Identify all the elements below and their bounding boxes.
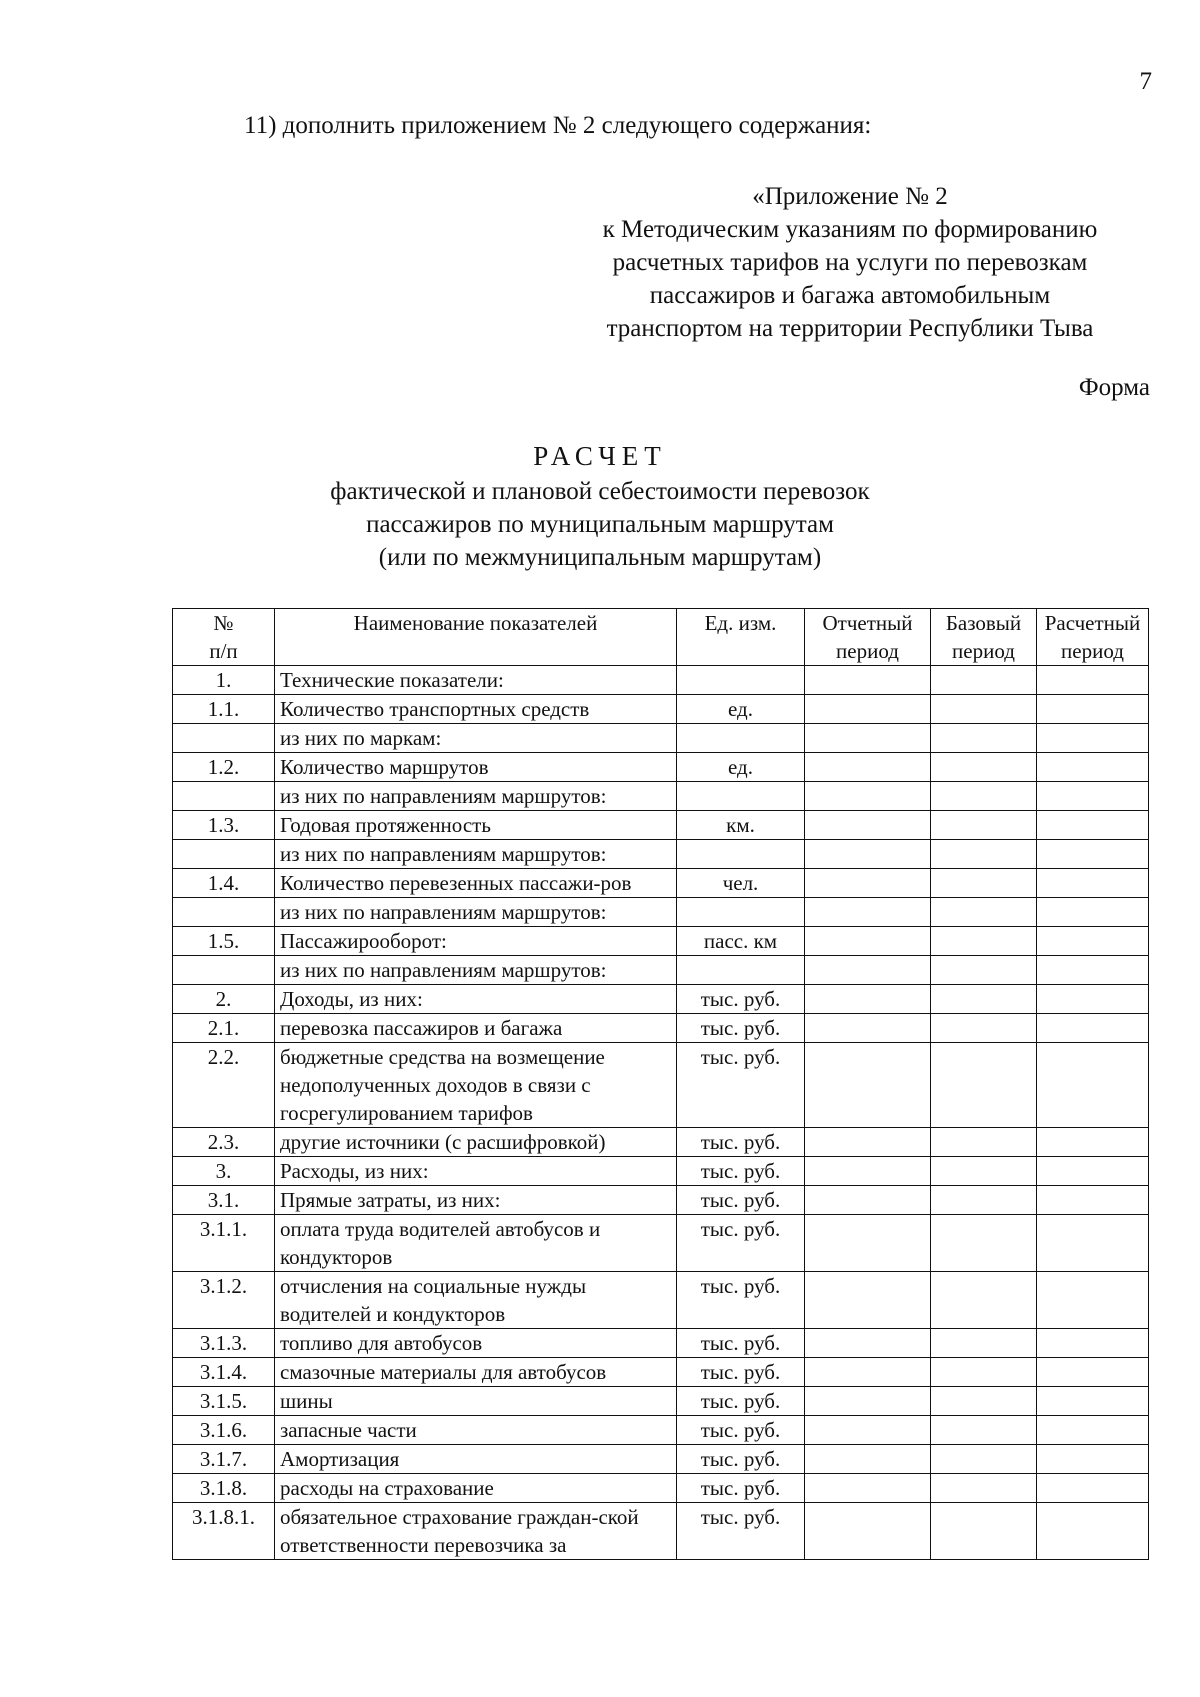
heading-line: (или по межмуниципальным маршрутам) — [378, 544, 822, 571]
row-base-value — [931, 1128, 1037, 1157]
row-calculated-value — [1037, 1329, 1149, 1358]
row-unit: тыс. руб. — [677, 985, 805, 1014]
header-text: период — [836, 639, 899, 663]
row-base-value — [931, 1014, 1037, 1043]
row-base-value — [931, 1503, 1037, 1560]
appendix-note — [550, 180, 1150, 345]
row-unit: км. — [677, 811, 805, 840]
row-reporting-value — [805, 985, 931, 1014]
row-number: 3.1.8. — [173, 1474, 275, 1503]
row-reporting-value — [805, 695, 931, 724]
row-unit: тыс. руб. — [677, 1186, 805, 1215]
row-base-value — [931, 1416, 1037, 1445]
row-calculated-value — [1037, 898, 1149, 927]
row-unit: ед. — [677, 695, 805, 724]
row-number: 3. — [173, 1157, 275, 1186]
row-base-value — [931, 840, 1037, 869]
row-calculated-value — [1037, 869, 1149, 898]
table-header-row — [173, 609, 1149, 666]
row-indicator-name: расходы на страхование — [275, 1474, 677, 1503]
row-base-value — [931, 985, 1037, 1014]
table-row — [173, 840, 1149, 869]
row-reporting-value — [805, 1272, 931, 1329]
table-row — [173, 1503, 1149, 1560]
row-number — [173, 898, 275, 927]
appendix-line: пассажиров и багажа автомобильным — [649, 282, 1051, 309]
row-unit — [677, 956, 805, 985]
row-base-value — [931, 753, 1037, 782]
row-indicator-name: смазочные материалы для автобусов — [275, 1358, 677, 1387]
row-unit: тыс. руб. — [677, 1387, 805, 1416]
row-reporting-value — [805, 1043, 931, 1128]
row-base-value — [931, 811, 1037, 840]
row-base-value — [931, 1329, 1037, 1358]
row-base-value — [931, 666, 1037, 695]
header-text: Отчетный — [822, 611, 913, 635]
table-row — [173, 1358, 1149, 1387]
row-number — [173, 782, 275, 811]
header-text: п/п — [209, 639, 238, 663]
row-calculated-value — [1037, 1186, 1149, 1215]
header-text: Базовый — [945, 611, 1022, 635]
row-calculated-value — [1037, 1503, 1149, 1560]
row-indicator-name: отчисления на социальные нужды водителей и кондукторов — [275, 1272, 677, 1329]
row-number: 3.1.8.1. — [173, 1503, 275, 1560]
table-row — [173, 1387, 1149, 1416]
row-base-value — [931, 1445, 1037, 1474]
row-calculated-value — [1037, 985, 1149, 1014]
row-calculated-value — [1037, 1387, 1149, 1416]
row-number: 3.1.1. — [173, 1215, 275, 1272]
row-indicator-name: бюджетные средства на возмещение недополученных доходов в связи с госрегулированием тарифов — [275, 1043, 677, 1128]
row-number: 2.1. — [173, 1014, 275, 1043]
row-unit — [677, 666, 805, 695]
table-row — [173, 1272, 1149, 1329]
row-indicator-name: другие источники (с расшифровкой) — [275, 1128, 677, 1157]
row-indicator-name: обязательное страхование граждан-ской ответственности перевозчика за — [275, 1503, 677, 1560]
table-row — [173, 1157, 1149, 1186]
appendix-line: транспортом на территории Республики Тыва — [606, 315, 1094, 342]
row-number — [173, 956, 275, 985]
table-row — [173, 1215, 1149, 1272]
header-reporting-period — [805, 609, 931, 666]
row-indicator-name: Амортизация — [275, 1445, 677, 1474]
table-body — [173, 666, 1149, 1560]
row-indicator-name: Расходы, из них: — [275, 1157, 677, 1186]
row-base-value — [931, 724, 1037, 753]
row-calculated-value — [1037, 811, 1149, 840]
intro-paragraph: 11) дополнить приложением № 2 следующего содержания: — [244, 112, 872, 139]
row-base-value — [931, 898, 1037, 927]
row-base-value — [931, 1215, 1037, 1272]
header-unit: Ед. изм. — [677, 609, 805, 666]
row-indicator-name: из них по маркам: — [275, 724, 677, 753]
row-base-value — [931, 1186, 1037, 1215]
row-calculated-value — [1037, 927, 1149, 956]
row-calculated-value — [1037, 724, 1149, 753]
row-reporting-value — [805, 1416, 931, 1445]
row-indicator-name: топливо для автобусов — [275, 1329, 677, 1358]
heading-line: пассажиров по муниципальным маршрутам — [366, 511, 834, 538]
row-reporting-value — [805, 956, 931, 985]
row-reporting-value — [805, 1387, 931, 1416]
heading-line: фактической и плановой себестоимости перевозок — [330, 478, 870, 505]
row-indicator-name: Годовая протяженность — [275, 811, 677, 840]
row-unit: тыс. руб. — [677, 1474, 805, 1503]
row-unit: тыс. руб. — [677, 1128, 805, 1157]
row-base-value — [931, 956, 1037, 985]
header-base-period — [931, 609, 1037, 666]
row-reporting-value — [805, 1445, 931, 1474]
header-number — [173, 609, 275, 666]
header-text: Расчетный — [1044, 611, 1141, 635]
row-unit: тыс. руб. — [677, 1503, 805, 1560]
page-number: 7 — [1139, 68, 1152, 95]
row-indicator-name: из них по направлениям маршрутов: — [275, 840, 677, 869]
row-indicator-name: из них по направлениям маршрутов: — [275, 956, 677, 985]
row-unit: тыс. руб. — [677, 1157, 805, 1186]
row-number: 3.1.5. — [173, 1387, 275, 1416]
row-indicator-name: оплата труда водителей автобусов и кондукторов — [275, 1215, 677, 1272]
row-number: 1.5. — [173, 927, 275, 956]
calculation-table — [172, 608, 1149, 1560]
table-row — [173, 869, 1149, 898]
row-base-value — [931, 1043, 1037, 1128]
table-row — [173, 956, 1149, 985]
row-calculated-value — [1037, 1416, 1149, 1445]
header-calculated-period — [1037, 609, 1149, 666]
row-unit: тыс. руб. — [677, 1014, 805, 1043]
row-indicator-name: Прямые затраты, из них: — [275, 1186, 677, 1215]
row-base-value — [931, 927, 1037, 956]
row-indicator-name: Технические показатели: — [275, 666, 677, 695]
row-number: 1.2. — [173, 753, 275, 782]
row-indicator-name: перевозка пассажиров и багажа — [275, 1014, 677, 1043]
row-reporting-value — [805, 1215, 931, 1272]
row-unit: тыс. руб. — [677, 1358, 805, 1387]
row-number: 1.3. — [173, 811, 275, 840]
row-indicator-name: Количество перевезенных пассажи-ров — [275, 869, 677, 898]
row-unit: тыс. руб. — [677, 1215, 805, 1272]
row-calculated-value — [1037, 1358, 1149, 1387]
row-number — [173, 840, 275, 869]
row-unit: тыс. руб. — [677, 1272, 805, 1329]
row-indicator-name: запасные части — [275, 1416, 677, 1445]
row-reporting-value — [805, 927, 931, 956]
row-reporting-value — [805, 666, 931, 695]
table-row — [173, 1128, 1149, 1157]
row-unit: чел. — [677, 869, 805, 898]
table-row — [173, 1416, 1149, 1445]
row-indicator-name: из них по направлениям маршрутов: — [275, 782, 677, 811]
row-indicator-name: Пассажирооборот: — [275, 927, 677, 956]
row-reporting-value — [805, 1358, 931, 1387]
table-row — [173, 1014, 1149, 1043]
row-reporting-value — [805, 1474, 931, 1503]
row-unit: тыс. руб. — [677, 1329, 805, 1358]
row-unit: тыс. руб. — [677, 1416, 805, 1445]
table-row — [173, 1329, 1149, 1358]
row-number: 2.3. — [173, 1128, 275, 1157]
table-row — [173, 1186, 1149, 1215]
header-text: период — [952, 639, 1015, 663]
row-unit — [677, 840, 805, 869]
row-number: 3.1.3. — [173, 1329, 275, 1358]
table-row — [173, 1445, 1149, 1474]
row-unit — [677, 782, 805, 811]
header-text: период — [1061, 639, 1124, 663]
row-reporting-value — [805, 840, 931, 869]
appendix-line: «Приложение № 2 — [752, 183, 948, 210]
row-indicator-name: шины — [275, 1387, 677, 1416]
table-row — [173, 666, 1149, 695]
heading-title: РАСЧЕТ — [533, 441, 667, 471]
row-base-value — [931, 695, 1037, 724]
row-reporting-value — [805, 898, 931, 927]
table-row — [173, 1474, 1149, 1503]
row-calculated-value — [1037, 1445, 1149, 1474]
table-row — [173, 1043, 1149, 1128]
row-reporting-value — [805, 724, 931, 753]
row-calculated-value — [1037, 695, 1149, 724]
table-row — [173, 898, 1149, 927]
row-base-value — [931, 1358, 1037, 1387]
table-row — [173, 782, 1149, 811]
row-reporting-value — [805, 1014, 931, 1043]
row-calculated-value — [1037, 1043, 1149, 1128]
row-unit — [677, 724, 805, 753]
row-reporting-value — [805, 1128, 931, 1157]
row-unit — [677, 898, 805, 927]
row-base-value — [931, 1157, 1037, 1186]
row-reporting-value — [805, 1186, 931, 1215]
row-indicator-name: Количество транспортных средств — [275, 695, 677, 724]
row-number — [173, 724, 275, 753]
row-unit: пасс. км — [677, 927, 805, 956]
document-heading — [0, 440, 1200, 574]
row-number: 3.1.2. — [173, 1272, 275, 1329]
row-base-value — [931, 1387, 1037, 1416]
row-number: 3.1.6. — [173, 1416, 275, 1445]
row-number: 1.4. — [173, 869, 275, 898]
header-text: № — [213, 611, 234, 635]
row-number: 2. — [173, 985, 275, 1014]
table-row — [173, 724, 1149, 753]
row-reporting-value — [805, 753, 931, 782]
row-base-value — [931, 782, 1037, 811]
row-reporting-value — [805, 811, 931, 840]
table-row — [173, 753, 1149, 782]
row-number: 2.2. — [173, 1043, 275, 1128]
row-calculated-value — [1037, 1215, 1149, 1272]
row-base-value — [931, 869, 1037, 898]
row-indicator-name: из них по направлениям маршрутов: — [275, 898, 677, 927]
row-calculated-value — [1037, 1157, 1149, 1186]
row-number: 1.1. — [173, 695, 275, 724]
row-calculated-value — [1037, 840, 1149, 869]
table-row — [173, 695, 1149, 724]
row-number: 3.1.7. — [173, 1445, 275, 1474]
row-reporting-value — [805, 1157, 931, 1186]
row-base-value — [931, 1474, 1037, 1503]
row-calculated-value — [1037, 956, 1149, 985]
row-number: 1. — [173, 666, 275, 695]
row-unit: тыс. руб. — [677, 1043, 805, 1128]
header-name: Наименование показателей — [275, 609, 677, 666]
row-calculated-value — [1037, 1474, 1149, 1503]
row-calculated-value — [1037, 753, 1149, 782]
row-reporting-value — [805, 1503, 931, 1560]
row-reporting-value — [805, 782, 931, 811]
table-row — [173, 811, 1149, 840]
table-row — [173, 927, 1149, 956]
row-calculated-value — [1037, 782, 1149, 811]
appendix-line: к Методическим указаниям по формированию — [602, 216, 1098, 243]
row-calculated-value — [1037, 666, 1149, 695]
row-indicator-name: Количество маршрутов — [275, 753, 677, 782]
row-unit: тыс. руб. — [677, 1445, 805, 1474]
row-number: 3.1.4. — [173, 1358, 275, 1387]
row-reporting-value — [805, 869, 931, 898]
form-label: Форма — [1078, 374, 1150, 401]
row-unit: ед. — [677, 753, 805, 782]
table-row — [173, 985, 1149, 1014]
row-base-value — [931, 1272, 1037, 1329]
appendix-line: расчетных тарифов на услуги по перевозкам — [612, 249, 1088, 276]
row-calculated-value — [1037, 1014, 1149, 1043]
row-indicator-name: Доходы, из них: — [275, 985, 677, 1014]
row-calculated-value — [1037, 1128, 1149, 1157]
row-calculated-value — [1037, 1272, 1149, 1329]
row-number: 3.1. — [173, 1186, 275, 1215]
row-reporting-value — [805, 1329, 931, 1358]
